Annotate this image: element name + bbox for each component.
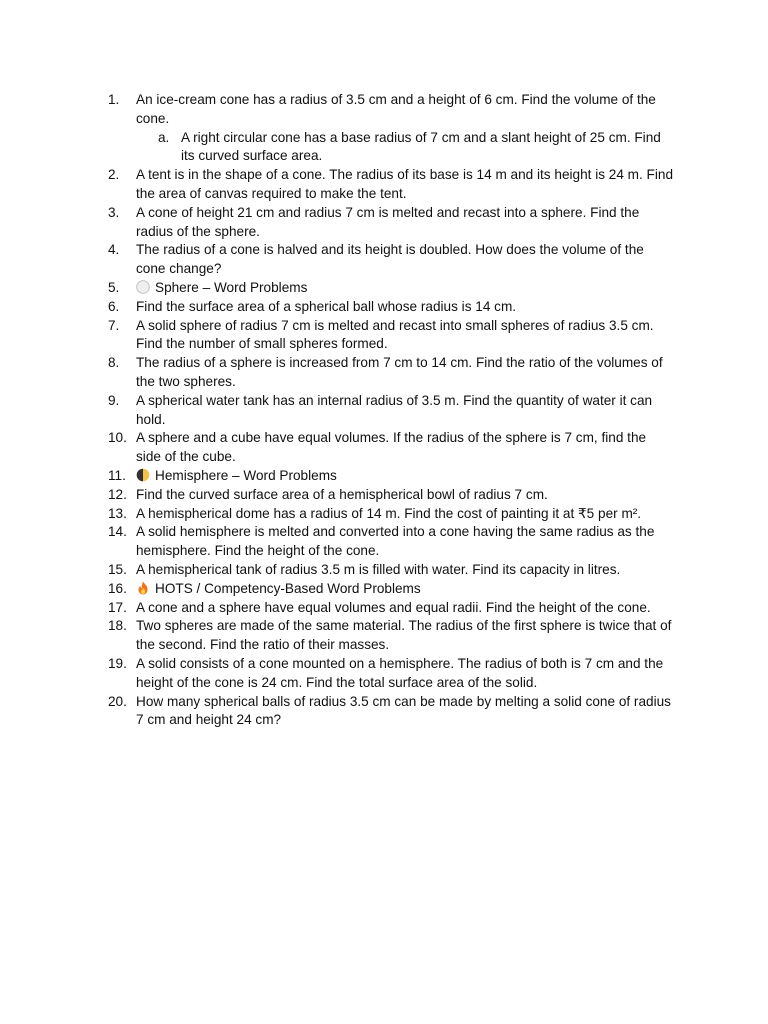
list-item: [108, 241, 674, 279]
list-item: [108, 655, 674, 693]
white-circle-icon: [136, 280, 150, 294]
item-text: Sphere – Word Problems: [155, 279, 308, 295]
item-number: 18.: [108, 618, 127, 634]
item-number: 12.: [108, 486, 127, 502]
item-number: 8.: [108, 355, 120, 371]
fire-icon: [136, 581, 150, 595]
item-text: A tent is in the shape of a cone. The radius of its base is 14 m and its height is 24 m. Find the area of canvas required to make the tent.: [136, 167, 674, 201]
list-item: [108, 505, 674, 524]
item-number: 17.: [108, 599, 127, 615]
item-number: 11.: [108, 467, 126, 483]
item-text: A hemispherical dome has a radius of 14 m. Find the cost of painting it at ₹5 per m².: [136, 505, 642, 521]
item-number: 9.: [108, 392, 120, 408]
item-text: The radius of a cone is halved and its height is doubled. How does the volume of the cone change?: [136, 242, 644, 277]
item-text: A solid sphere of radius 7 cm is melted and recast into small spheres of radius 3.5 cm. Find the number of small spheres formed.: [136, 317, 654, 352]
item-text: HOTS / Competency-Based Word Problems: [155, 580, 421, 596]
half-moon-icon: [136, 468, 150, 482]
item-text: A cone and a sphere have equal volumes and equal radii. Find the height of the cone.: [136, 599, 651, 615]
item-number: 19.: [108, 655, 127, 671]
item-number: 13.: [108, 505, 127, 521]
list-item: [108, 354, 674, 392]
item-text: Find the surface area of a spherical ball whose radius is 14 cm.: [136, 298, 517, 314]
item-text: A solid hemisphere is melted and converted into a cone having the same radius as the hemisphere. Find the height of the cone.: [136, 524, 655, 559]
item-number: 1.: [108, 92, 120, 107]
list-item: [108, 429, 674, 467]
item-text: Find the curved surface area of a hemispherical bowl of radius 7 cm.: [136, 486, 548, 502]
item-number: 10.: [108, 430, 127, 446]
item-text: The radius of a sphere is increased from 7 cm to 14 cm. Find the ratio of the volumes of the two spheres.: [136, 355, 663, 389]
list-item: [108, 617, 674, 655]
item-text: A solid consists of a cone mounted on a hemisphere. The radius of both is 7 cm and the height of the cone is 24 cm. Find the total surface area of the solid.: [136, 655, 664, 690]
list-item: [108, 298, 674, 317]
item-text: A hemispherical tank of radius 3.5 m is filled with water. Find its capacity in litres.: [136, 561, 621, 577]
item-number: 3.: [108, 204, 120, 220]
item-text: A cone of height 21 cm and radius 7 cm is melted and recast into a sphere. Find the radius of the sphere.: [136, 204, 640, 239]
section-heading-hots: [108, 580, 674, 599]
item-number: 7.: [108, 317, 120, 333]
item-number: 15.: [108, 561, 127, 577]
item-text: Hemisphere – Word Problems: [155, 467, 337, 483]
item-number: 16.: [108, 580, 127, 596]
item-text: Two spheres are made of the same material. The radius of the first sphere is twice that of the second. Find the ratio of their masses.: [136, 618, 672, 653]
question-list: [108, 91, 674, 730]
item-number: a.: [158, 129, 170, 145]
list-item: [108, 693, 674, 731]
list-item: [108, 599, 674, 618]
item-text: How many spherical balls of radius 3.5 cm can be made by melting a solid cone of radius 7 cm and height 24 cm?: [136, 693, 671, 728]
item-number: 2.: [108, 167, 120, 183]
item-text: A right circular cone has a base radius of 7 cm and a slant height of 25 cm. Find its curved surface area.: [181, 129, 661, 164]
item-number: 4.: [108, 242, 120, 258]
item-text: An ice-cream cone has a radius of 3.5 cm and a height of 6 cm. Find the volume of the cone.: [136, 92, 656, 126]
list-item: [108, 561, 674, 580]
list-item: [108, 204, 674, 242]
list-item: [108, 317, 674, 355]
list-item: [108, 392, 674, 430]
item-text: A sphere and a cube have equal volumes. If the radius of the sphere is 7 cm, find the side of the cube.: [136, 430, 647, 465]
item-number: 5.: [108, 279, 120, 295]
item-text: A spherical water tank has an internal radius of 3.5 m. Find the quantity of water it can hold.: [136, 392, 653, 427]
item-number: 20.: [108, 693, 127, 709]
list-item: [108, 486, 674, 505]
list-item: [108, 166, 674, 204]
item-number: 14.: [108, 524, 127, 540]
list-item: [108, 523, 674, 561]
sub-list-item: [136, 129, 674, 167]
section-heading-hemisphere: [108, 467, 674, 486]
section-heading-sphere: [108, 279, 674, 298]
item-number: 6.: [108, 298, 120, 314]
list-item: [108, 91, 674, 129]
